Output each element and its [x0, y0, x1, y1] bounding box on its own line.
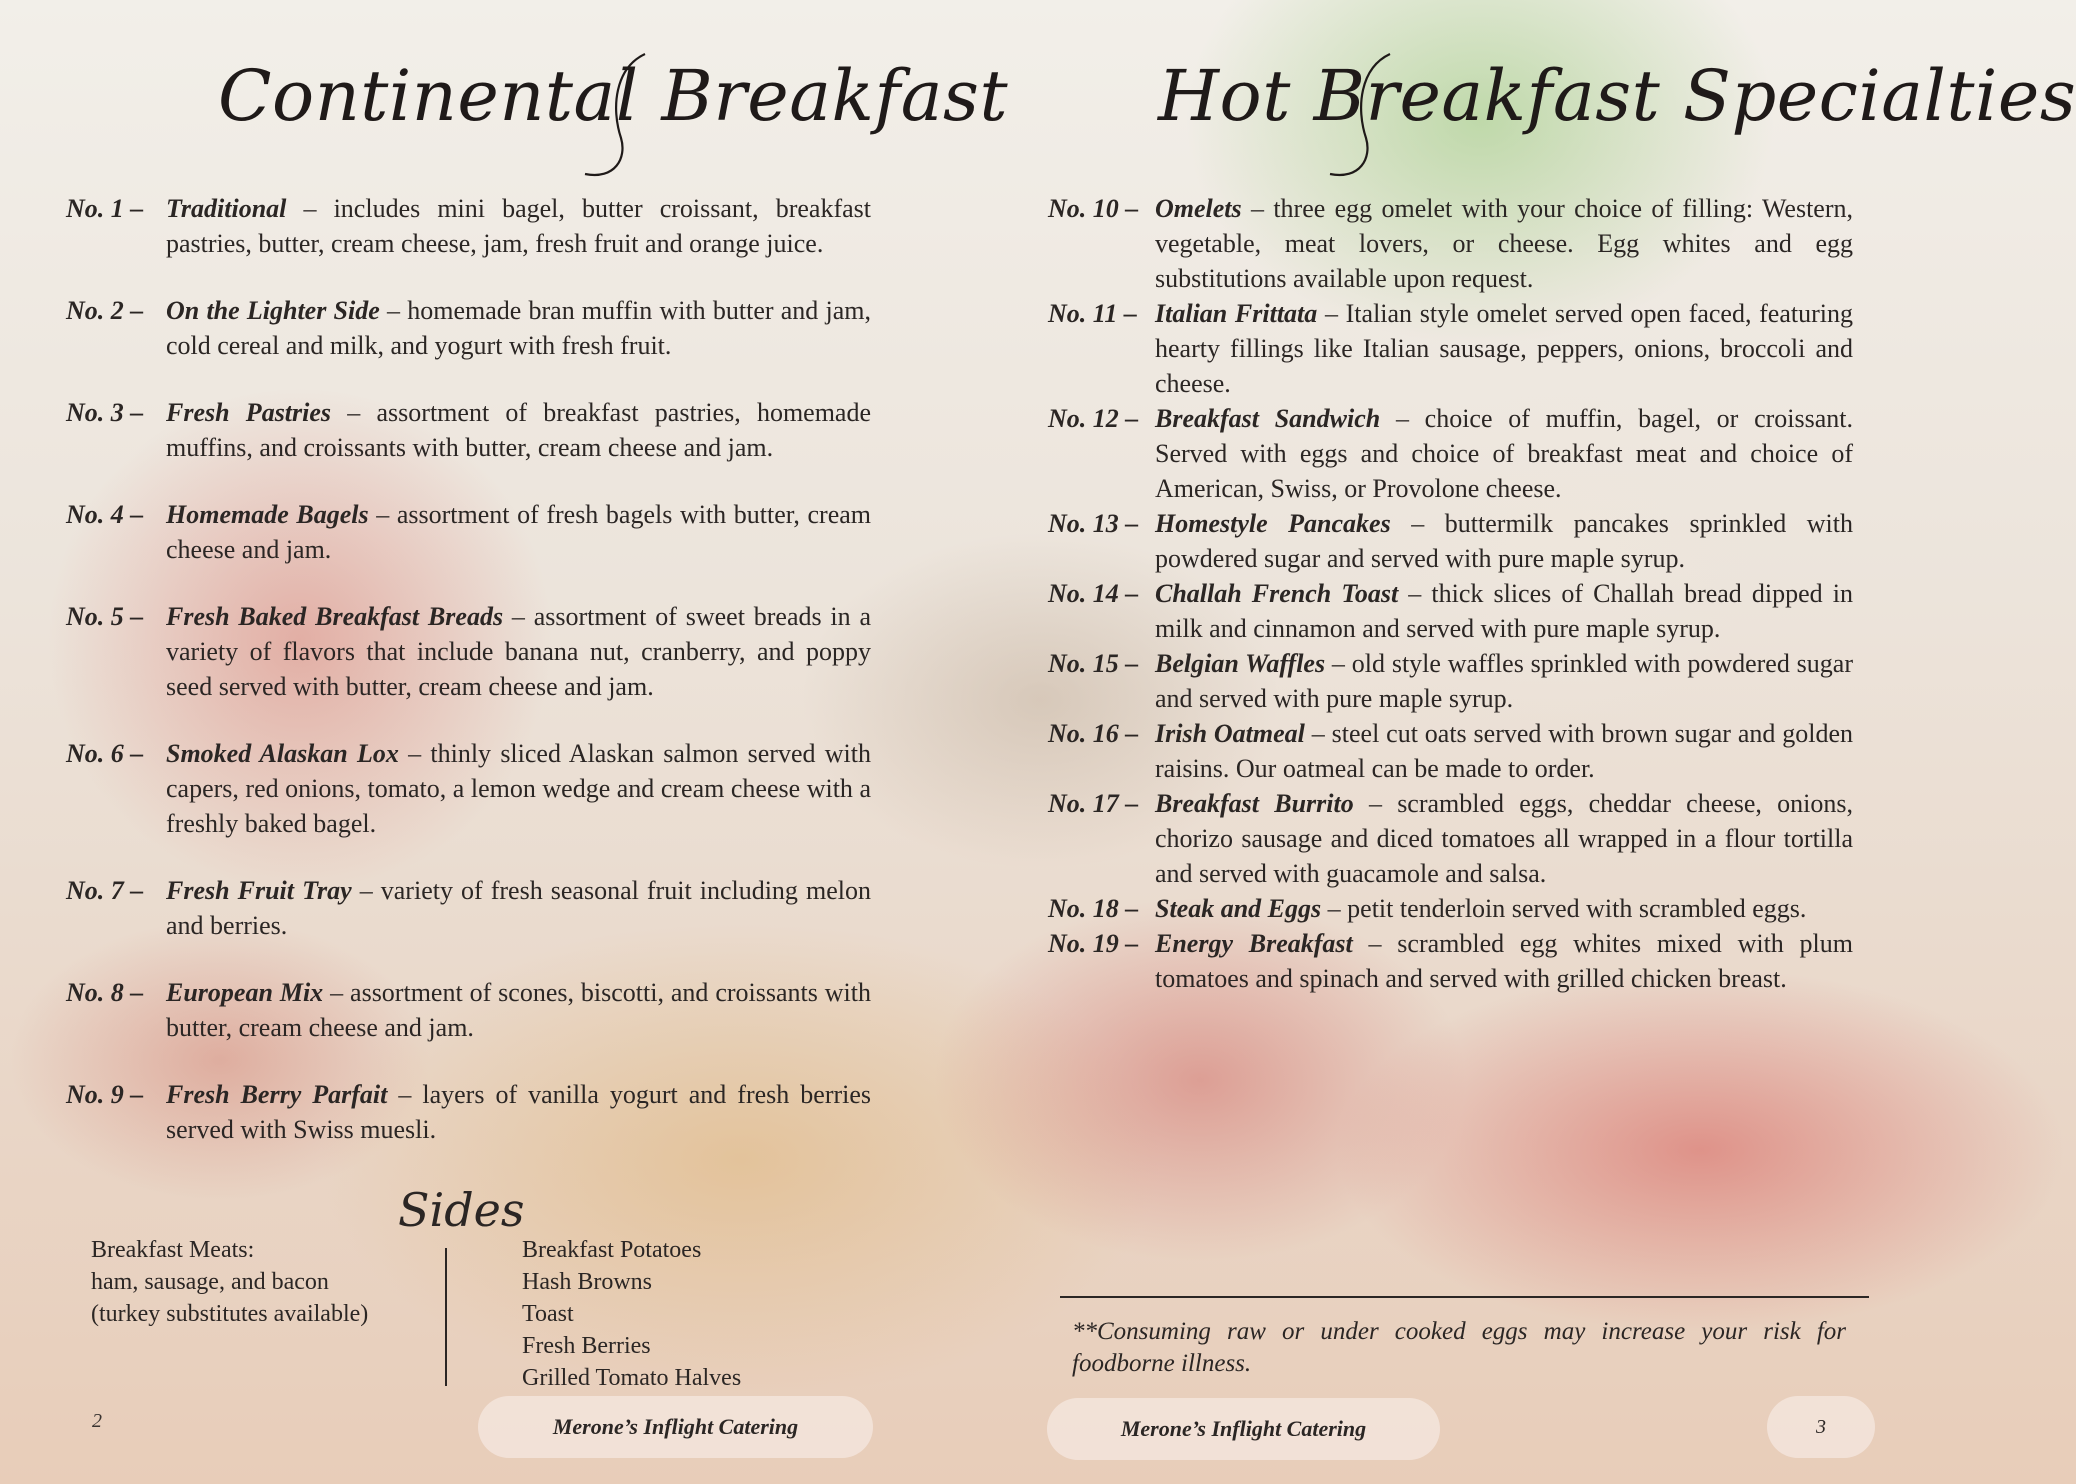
- item-separator: –: [1390, 509, 1445, 538]
- item-name: Steak and Eggs: [1155, 894, 1322, 923]
- item-name: On the Lighter Side: [166, 296, 380, 325]
- menu-item: [1048, 716, 1853, 786]
- continental-menu-list: [66, 191, 871, 1179]
- item-number: No. 4 –: [66, 500, 144, 529]
- item-name: Fresh Baked Breakfast Breads: [166, 602, 504, 631]
- item-number: No. 9 –: [66, 1080, 144, 1109]
- item-number: No. 18 –: [1048, 894, 1139, 923]
- food-safety-warning: **Consuming raw or under cooked eggs may increase your risk for foodborne illness.: [1072, 1318, 1846, 1377]
- menu-item: [1048, 646, 1853, 716]
- left-page: [0, 0, 1009, 1484]
- item-description: assortment of fresh bagels with butter, cream cheese and jam.: [166, 500, 871, 564]
- item-separator: –: [368, 500, 397, 529]
- item-separator: –: [1380, 404, 1425, 433]
- sides-list: [522, 1234, 741, 1394]
- item-description: includes mini bagel, butter croissant, breakfast pastries, butter, cream cheese, jam, fresh fruit and orange juice.: [166, 194, 872, 258]
- item-name: Omelets: [1155, 194, 1242, 223]
- menu-item: [1048, 191, 1853, 296]
- sides-heading: Sides: [398, 1183, 525, 1237]
- item-name: Energy Breakfast: [1155, 929, 1353, 958]
- menu-item: [1048, 296, 1853, 401]
- menu-item: [66, 975, 871, 1045]
- item-number: No. 12 –: [1048, 404, 1139, 433]
- item-description: Italian style omelet served open faced, featuring hearty fillings like Italian sausage, peppers, onions, broccoli and cheese.: [1155, 299, 1853, 398]
- menu-item: [66, 191, 871, 261]
- footer-brand: Merone’s Inflight Catering: [478, 1396, 873, 1458]
- footer-brand: Merone’s Inflight Catering: [1047, 1398, 1440, 1460]
- item-name: Fresh Fruit Tray: [166, 876, 352, 905]
- item-separator: –: [286, 194, 334, 223]
- menu-item: [66, 293, 871, 363]
- item-name: Italian Frittata: [1155, 299, 1318, 328]
- warning-divider: [1060, 1296, 1869, 1298]
- page-number: 2: [92, 1410, 102, 1432]
- item-name: Breakfast Burrito: [1155, 789, 1354, 818]
- item-separator: –: [387, 1080, 423, 1109]
- menu-item: [1048, 926, 1853, 996]
- item-description: three egg omelet with your choice of filling: Western, vegetable, meat lovers, or cheese. Egg whites and egg substitutions available upon request.: [1155, 194, 1853, 293]
- item-name: Homestyle Pancakes: [1155, 509, 1391, 538]
- sides-line: Fresh Berries: [522, 1333, 651, 1359]
- item-separator: –: [1317, 299, 1346, 328]
- menu-item: [1048, 576, 1853, 646]
- item-description: assortment of sweet breads in a variety of flavors that include banana nut, cranberry, and poppy seed served with butter, cream cheese and jam.: [166, 602, 872, 701]
- item-name: Fresh Pastries: [166, 398, 332, 427]
- item-description: petit tenderloin served with scrambled eggs.: [1347, 894, 1807, 923]
- sides-meats: [91, 1234, 368, 1330]
- item-name: Breakfast Sandwich: [1155, 404, 1381, 433]
- heading-flourish: [1320, 48, 1410, 188]
- item-separator: –: [1321, 894, 1348, 923]
- item-separator: –: [1304, 719, 1332, 748]
- menu-item: [66, 1077, 871, 1147]
- item-name: European Mix: [166, 978, 324, 1007]
- item-number: No. 14 –: [1048, 579, 1139, 608]
- item-number: No. 8 –: [66, 978, 144, 1007]
- item-description: assortment of breakfast pastries, homemade muffins, and croissants with butter, cream cheese and jam.: [166, 398, 872, 462]
- menu-item: [66, 395, 871, 465]
- item-name: Traditional: [166, 194, 287, 223]
- menu-item: [66, 599, 871, 704]
- item-description: old style waffles sprinkled with powdered sugar and served with pure maple syrup.: [1155, 649, 1853, 713]
- sides-line: ham, sausage, and bacon: [91, 1269, 329, 1295]
- hot-menu-list: [1048, 191, 1853, 996]
- item-name: Homemade Bagels: [166, 500, 369, 529]
- item-separator: –: [379, 296, 408, 325]
- item-description: steel cut oats served with brown sugar and golden raisins. Our oatmeal can be made to order.: [1155, 719, 1853, 783]
- item-name: Fresh Berry Parfait: [166, 1080, 388, 1109]
- menu-item: [66, 497, 871, 567]
- item-number: No. 16 –: [1048, 719, 1139, 748]
- item-name: Belgian Waffles: [1155, 649, 1326, 678]
- item-description: scrambled egg whites mixed with plum tomatoes and spinach and served with grilled chicken breast.: [1155, 929, 1853, 993]
- item-separator: –: [323, 978, 351, 1007]
- item-number: No. 5 –: [66, 602, 144, 631]
- item-description: thick slices of Challah bread dipped in milk and cinnamon and served with pure maple syrup.: [1155, 579, 1853, 643]
- menu-item: [1048, 401, 1853, 506]
- item-name: Smoked Alaskan Lox: [166, 739, 399, 768]
- menu-item: [1048, 506, 1853, 576]
- menu-item: [66, 736, 871, 841]
- menu-item: [1048, 786, 1853, 891]
- sides-line: Breakfast Potatoes: [522, 1237, 702, 1263]
- item-number: No. 2 –: [66, 296, 144, 325]
- item-number: No. 10 –: [1048, 194, 1139, 223]
- page-heading-continental: Continental Breakfast: [218, 55, 1009, 137]
- item-description: buttermilk pancakes sprinkled with powdered sugar and served with pure maple syrup.: [1155, 509, 1853, 573]
- item-number: No. 11 –: [1048, 299, 1137, 328]
- sides-line: Grilled Tomato Halves: [522, 1365, 742, 1391]
- item-separator: –: [1241, 194, 1274, 223]
- item-name: Challah French Toast: [1155, 579, 1399, 608]
- item-separator: –: [1398, 579, 1432, 608]
- item-separator: –: [331, 398, 377, 427]
- sides-line: Breakfast Meats:: [91, 1237, 255, 1263]
- item-description: homemade bran muffin with butter and jam, cold cereal and milk, and yogurt with fresh fruit.: [166, 296, 871, 360]
- item-number: No. 3 –: [66, 398, 144, 427]
- item-description: scrambled eggs, cheddar cheese, onions, chorizo sausage and diced tomatoes all wrapped in a flour tortilla and served with guacamole and salsa.: [1155, 789, 1853, 888]
- sides-line: (turkey substitutes available): [91, 1301, 369, 1327]
- item-description: choice of muffin, bagel, or croissant. Served with eggs and choice of breakfast meat and choice of American, Swiss, or Provolone cheese.: [1155, 404, 1853, 503]
- item-separator: –: [398, 739, 431, 768]
- item-number: No. 7 –: [66, 876, 144, 905]
- sides-line: Hash Browns: [522, 1269, 652, 1295]
- sides-divider: [445, 1248, 447, 1386]
- page-heading-hot: Hot Breakfast Specialties: [1158, 55, 2076, 137]
- item-separator: –: [1353, 789, 1398, 818]
- item-number: No. 17 –: [1048, 789, 1139, 818]
- item-name: Irish Oatmeal: [1155, 719, 1305, 748]
- item-description: assortment of scones, biscotti, and croissants with butter, cream cheese and jam.: [166, 978, 872, 1042]
- item-separator: –: [1325, 649, 1352, 678]
- item-separator: –: [1352, 929, 1398, 958]
- sides-line: Toast: [522, 1301, 574, 1327]
- item-number: No. 13 –: [1048, 509, 1139, 538]
- menu-item: [66, 873, 871, 943]
- item-description: variety of fresh seasonal fruit including melon and berries.: [166, 876, 871, 940]
- item-number: No. 6 –: [66, 739, 144, 768]
- item-separator: –: [351, 876, 381, 905]
- item-description: layers of vanilla yogurt and fresh berries served with Swiss muesli.: [166, 1080, 872, 1144]
- page-number: 3: [1767, 1396, 1875, 1458]
- menu-item: [1048, 891, 1853, 926]
- item-number: No. 19 –: [1048, 929, 1139, 958]
- item-separator: –: [503, 602, 534, 631]
- heading-flourish: [575, 48, 665, 188]
- item-description: thinly sliced Alaskan salmon served with capers, red onions, tomato, a lemon wedge and cream cheese with a freshly baked bagel.: [166, 739, 871, 838]
- item-number: No. 15 –: [1048, 649, 1139, 678]
- item-number: No. 1 –: [66, 194, 144, 223]
